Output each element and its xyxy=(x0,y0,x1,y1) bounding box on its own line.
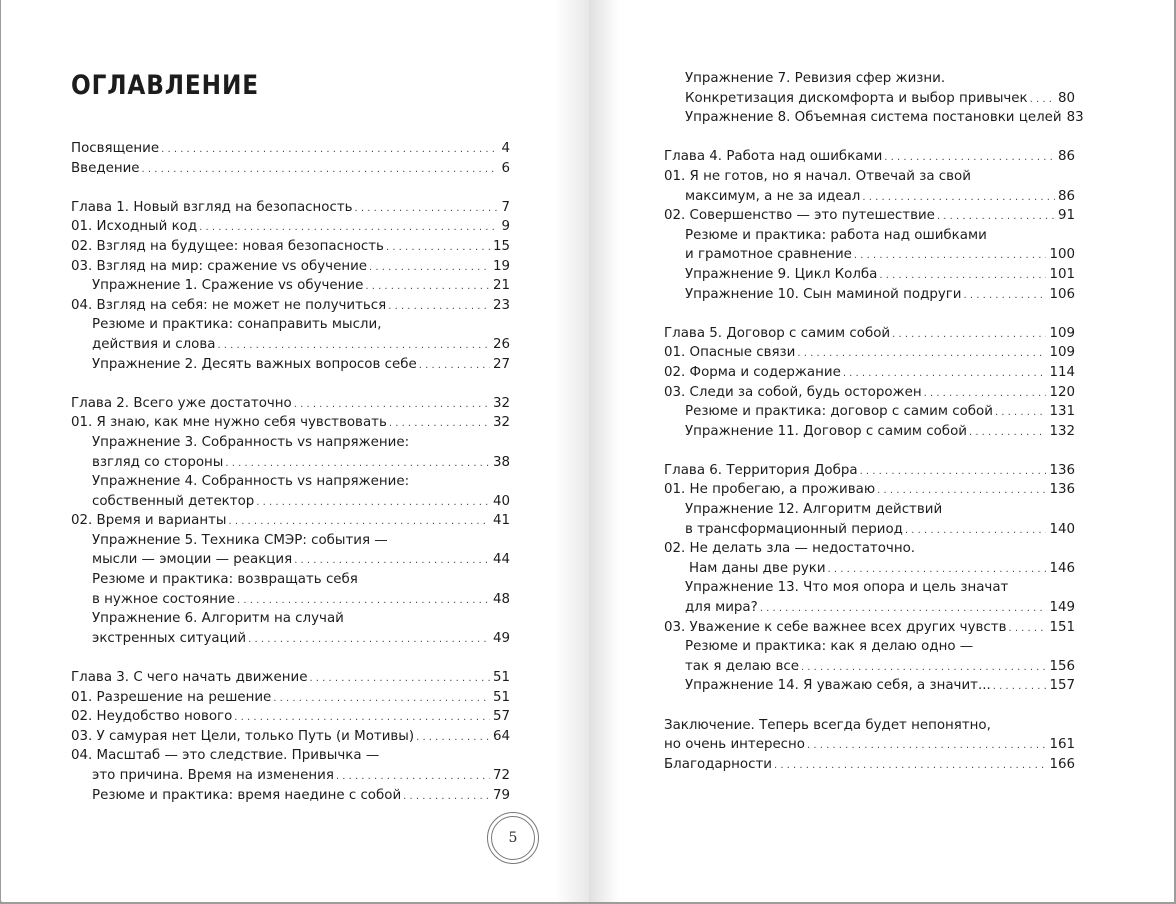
gutter-shadow xyxy=(589,0,619,902)
toc-entry xyxy=(71,276,510,296)
toc-entry xyxy=(664,735,1075,755)
toc-leader-dots xyxy=(801,657,1046,678)
toc-entry xyxy=(71,355,510,375)
toc-entry xyxy=(71,394,510,414)
toc-entry xyxy=(71,590,510,610)
toc-entry-page: 106 xyxy=(1049,286,1075,302)
toc-leader-dots xyxy=(937,206,1055,227)
toc-leader-dots xyxy=(774,755,1046,776)
toc-entry xyxy=(71,257,510,277)
toc-entry-title: максимум, а не за идеал xyxy=(685,188,861,204)
toc-entry xyxy=(664,637,1075,657)
left-page xyxy=(1,0,589,902)
toc-entry-title: Глава 4. Работа над ошибками xyxy=(664,149,883,165)
toc-entry-page: 32 xyxy=(492,415,510,431)
toc-leader-dots xyxy=(248,629,490,650)
toc-entry-title: в нужное состояние xyxy=(92,591,235,607)
toc-entry-page: 109 xyxy=(1049,325,1075,341)
toc-entry-title: экстренных ситуаций xyxy=(92,630,247,646)
toc-entry xyxy=(71,766,510,786)
toc-entry-title: Упражнение 12. Алгоритм действий xyxy=(685,502,943,518)
toc-entry xyxy=(71,668,510,688)
toc-entry xyxy=(664,226,1075,246)
toc-entry-page: 38 xyxy=(492,454,510,470)
toc-entry-title: Упражнение 4. Собранность vs напряжение: xyxy=(92,474,410,490)
toc-entry-title: 03. Следи за собой, будь осторожен xyxy=(664,384,922,400)
toc-entry xyxy=(664,598,1075,618)
toc-entry-title: но очень интересно xyxy=(664,737,805,753)
toc-entry xyxy=(664,500,1075,520)
toc-entry xyxy=(664,716,1075,736)
toc-entry-page: 91 xyxy=(1057,208,1075,224)
toc-entry-title: 02. Форма и содержание xyxy=(664,364,841,380)
toc-leader-dots xyxy=(1008,618,1046,639)
toc-entry xyxy=(664,167,1075,187)
toc-leader-dots xyxy=(828,559,1047,580)
toc-entry-title: и грамотное сравнение xyxy=(685,247,852,263)
toc-entry xyxy=(71,335,510,355)
toc-entry xyxy=(664,578,1075,598)
toc-entry-page: 131 xyxy=(1049,404,1075,420)
toc-entry-page: 49 xyxy=(492,630,510,646)
toc-entry xyxy=(71,707,510,727)
toc-entry-title: 01. Разрешение на решение xyxy=(71,689,272,705)
toc-leader-dots xyxy=(142,159,499,180)
toc-entry-page: 79 xyxy=(492,787,510,803)
toc-entry-title: взгляд со стороны xyxy=(92,454,224,470)
toc-entry-title: Резюме и практика: договор с самим собой xyxy=(685,404,993,420)
toc-entry xyxy=(664,422,1075,442)
toc-entry-title: Благодарности xyxy=(664,756,772,772)
toc-entry-page: 149 xyxy=(1049,600,1075,616)
toc-entry xyxy=(71,550,510,570)
toc-entry-title: Глава 5. Договор с самим собой xyxy=(664,325,891,341)
toc-leader-dots xyxy=(879,265,1046,286)
toc-entry-title: Упражнение 3. Собранность vs напряжение: xyxy=(92,434,410,450)
toc-entry xyxy=(664,520,1075,540)
toc-leader-dots xyxy=(386,237,490,258)
toc-entry xyxy=(71,296,510,316)
toc-entry xyxy=(664,343,1075,363)
toc-entry-page: 9 xyxy=(501,219,510,235)
toc-entry-page: 51 xyxy=(492,689,510,705)
toc-entry xyxy=(664,755,1075,775)
toc-entry-page: 48 xyxy=(492,591,510,607)
toc-entry-page: 114 xyxy=(1049,364,1075,380)
right-page xyxy=(589,0,1174,902)
toc-entry-page: 7 xyxy=(501,199,510,215)
toc-entry-page: 15 xyxy=(492,238,510,254)
toc-leader-dots xyxy=(365,276,490,297)
toc-entry-page: 146 xyxy=(1049,560,1075,576)
toc-leader-dots xyxy=(964,285,1047,306)
toc-entry-title: Упражнение 6. Алгоритм на случай xyxy=(92,611,344,627)
toc-leader-dots xyxy=(995,402,1046,423)
toc-entry-title: это причина. Время на изменения xyxy=(92,768,334,783)
toc-entry-title: 04. Масштаб — это следствие. Привычка — xyxy=(71,748,380,764)
toc-entry-page: 4 xyxy=(501,141,510,156)
toc-entry xyxy=(664,383,1075,403)
toc-entry xyxy=(71,746,510,766)
toc-entry-title: 02. Время и варианты xyxy=(71,513,227,529)
toc-entry xyxy=(71,511,510,531)
toc-leader-dots xyxy=(419,355,490,376)
toc-entry-title: Конкретизация дискомфорта и выбор привычек xyxy=(685,90,1028,106)
toc-leader-dots xyxy=(860,461,1047,482)
toc-leader-dots xyxy=(225,453,490,474)
toc-entry xyxy=(71,531,510,551)
toc-entry xyxy=(71,609,510,629)
toc-entry-page: 40 xyxy=(492,493,510,509)
toc-entry xyxy=(664,676,1075,696)
toc-entry-page: 86 xyxy=(1057,149,1075,165)
toc-entry xyxy=(71,433,510,453)
toc-leader-dots xyxy=(807,735,1046,756)
toc-entry-title: 01. Исходный код xyxy=(71,219,198,235)
toc-entry-title: Заключение. Теперь всегда будет непонятно, xyxy=(664,717,991,733)
toc-entry xyxy=(664,559,1075,579)
page-title: ОГЛАВЛЕНИЕ xyxy=(71,70,259,101)
toc-entry-title: действия и слова xyxy=(92,336,216,352)
toc-leader-dots xyxy=(884,147,1055,168)
toc-entry-title: 01. Не пробегаю, а проживаю xyxy=(664,482,876,498)
toc-leader-dots xyxy=(1030,89,1055,110)
toc-entry xyxy=(664,206,1075,226)
toc-entry-page: 86 xyxy=(1057,188,1075,204)
toc-entry-page: 21 xyxy=(492,278,510,294)
gutter-shadow xyxy=(555,0,589,902)
toc-entry-title: так я делаю все xyxy=(685,658,799,674)
toc-entry-page: 136 xyxy=(1049,462,1075,478)
toc-entry-page: 44 xyxy=(492,552,510,568)
toc-entry-title: Глава 2. Всего уже достаточно xyxy=(71,395,292,411)
toc-entry-title: Резюме и практика: возвращать себя xyxy=(92,572,358,588)
toc-entry-title: собственный детектор xyxy=(92,493,255,509)
toc-entry xyxy=(664,618,1075,638)
toc-entry xyxy=(71,472,510,492)
toc-entry xyxy=(664,657,1075,677)
toc-entry-title: Упражнение 5. Техника СМЭР: события — xyxy=(92,532,388,548)
toc-entry-title: Глава 6. Территория Добра xyxy=(664,462,858,478)
toc-entry xyxy=(71,492,510,512)
toc-entry xyxy=(71,727,510,747)
toc-entry-page: 27 xyxy=(492,356,510,372)
toc-leader-dots xyxy=(403,786,490,807)
toc-leader-dots xyxy=(217,335,490,356)
toc-entry-title: Нам даны две руки xyxy=(689,560,826,576)
toc-leader-dots xyxy=(388,296,490,317)
toc-entry-page: 161 xyxy=(1049,737,1075,753)
toc-entry-title: Резюме и практика: как я делаю одно — xyxy=(685,639,974,655)
toc-entry xyxy=(664,147,1075,167)
toc-entry-title: Резюме и практика: сонаправить мысли, xyxy=(92,317,382,333)
toc-entry-title: мысли — эмоции — реакция xyxy=(92,552,293,568)
toc-leader-dots xyxy=(237,590,490,611)
page-number: 5 xyxy=(491,816,535,860)
toc-leader-dots xyxy=(336,766,490,787)
toc-leader-dots xyxy=(969,422,1046,443)
toc-entry-title: Посвящение xyxy=(71,141,160,156)
toc-entry-page: 26 xyxy=(492,336,510,352)
toc-entry-title: Упражнение 1. Сражение vs обучение xyxy=(92,278,364,294)
toc-entry-page: 72 xyxy=(492,768,510,783)
toc-entry xyxy=(71,629,510,649)
toc-entry-page: 51 xyxy=(492,670,510,686)
toc-entry xyxy=(664,539,1075,559)
toc-entry-title: 02. Неудобство нового xyxy=(71,709,233,725)
toc-entry xyxy=(71,159,510,179)
toc-entry-title: 01. Я знаю, как мне нужно себя чувствовать xyxy=(71,415,387,431)
toc-leader-dots xyxy=(234,707,490,728)
toc-entry xyxy=(71,237,510,257)
toc-entry-title: Упражнение 7. Ревизия сфер жизни. xyxy=(685,71,946,86)
toc-entry xyxy=(71,688,510,708)
toc-entry xyxy=(664,402,1075,422)
toc-leader-dots xyxy=(892,324,1046,345)
toc-leader-dots xyxy=(877,480,1046,501)
toc-entry-title: Упражнение 9. Цикл Колба xyxy=(685,266,878,282)
toc-entry-title: Упражнение 13. Что моя опора и цель значат xyxy=(685,580,1009,596)
toc-entry-page: 156 xyxy=(1049,658,1075,674)
toc-entry-title: Упражнение 2. Десять важных вопросов себе xyxy=(92,356,417,372)
toc-entry-title: Упражнение 14. Я уважаю себя, а значит... xyxy=(685,678,991,694)
toc-entry xyxy=(664,363,1075,383)
toc-leader-dots xyxy=(416,727,490,748)
toc-entry-title: 03. Взгляд на мир: сражение vs обучение xyxy=(71,258,368,274)
toc-entry-page: 120 xyxy=(1049,384,1075,400)
toc-entry-page: 41 xyxy=(492,513,510,529)
toc-entry-page: 101 xyxy=(1049,266,1075,282)
toc-entry xyxy=(71,217,510,237)
toc-leader-dots xyxy=(905,520,1047,541)
toc-entry-title: 01. Я не готов, но я начал. Отвечай за свой xyxy=(664,168,971,184)
toc-entry-page: 6 xyxy=(501,160,510,176)
toc-entry xyxy=(71,315,510,335)
toc-entry-title: Упражнение 8. Объемная система постановки целей xyxy=(685,110,1062,126)
page-number-badge xyxy=(487,812,539,864)
toc-entry xyxy=(71,570,510,590)
toc-entry-page: 132 xyxy=(1049,423,1075,439)
toc-entry-title: 03. Уважение к себе важнее всех других чувств xyxy=(664,619,1007,635)
toc-entry-page: 80 xyxy=(1057,90,1075,106)
toc-leader-dots xyxy=(389,413,490,434)
toc-entry-page: 100 xyxy=(1049,247,1075,263)
toc-entry-title: 04. Взгляд на себя: не может не получиться xyxy=(71,297,387,313)
toc-entry xyxy=(664,285,1075,305)
toc-leader-dots xyxy=(199,217,498,238)
toc-leader-dots xyxy=(993,676,1047,697)
toc-entry xyxy=(71,786,510,806)
toc-entry-title: 02. Не делать зла — недостаточно. xyxy=(664,541,916,557)
toc-leader-dots xyxy=(355,198,499,219)
toc-leader-dots xyxy=(273,688,490,709)
toc-leader-dots xyxy=(369,257,490,278)
toc-entry-title: Введение xyxy=(71,160,140,176)
toc-entry-title: 02. Совершенство — это путешествие xyxy=(664,208,935,224)
toc-entry-title: Глава 3. С чего начать движение xyxy=(71,670,308,686)
toc-leader-dots xyxy=(797,343,1046,364)
toc-entry-page: 23 xyxy=(492,297,510,313)
toc-entry-page: 19 xyxy=(492,258,510,274)
toc-list xyxy=(664,69,1084,774)
toc-entry xyxy=(71,453,510,473)
toc-entry-page: 140 xyxy=(1049,521,1075,537)
toc-entry xyxy=(71,198,510,218)
toc-entry xyxy=(664,324,1075,344)
toc-entry xyxy=(664,265,1075,285)
toc-entry xyxy=(71,413,510,433)
toc-entry-page: 166 xyxy=(1049,756,1075,772)
toc-entry xyxy=(71,139,510,159)
toc-entry-page: 109 xyxy=(1049,345,1075,361)
toc-leader-dots xyxy=(161,139,498,160)
toc-entry xyxy=(664,69,1075,89)
toc-entry-title: Глава 1. Новый взгляд на безопасность xyxy=(71,199,353,215)
toc-leader-dots xyxy=(862,187,1055,208)
toc-entry xyxy=(664,187,1075,207)
toc-entry-title: в трансформационный период xyxy=(685,521,903,537)
toc-entry-page: 136 xyxy=(1049,482,1075,498)
toc-leader-dots xyxy=(294,394,490,415)
toc-leader-dots xyxy=(228,511,489,532)
toc-leader-dots xyxy=(843,363,1047,384)
toc-leader-dots xyxy=(294,550,490,571)
toc-entry xyxy=(664,108,1084,128)
toc-entry-title: 01. Опасные связи xyxy=(664,345,796,361)
toc-entry-page: 83 xyxy=(1066,110,1084,126)
toc-entry-title: Упражнение 11. Договор с самим собой xyxy=(685,423,967,439)
toc-leader-dots xyxy=(309,668,490,689)
toc-entry-title: Резюме и практика: время наедине с собой xyxy=(92,787,402,803)
toc-entry-page: 32 xyxy=(492,395,510,411)
toc-entry-page: 157 xyxy=(1049,678,1075,694)
toc-leader-dots xyxy=(256,492,490,513)
toc-entry-title: Резюме и практика: работа над ошибками xyxy=(685,227,987,243)
toc-entry xyxy=(664,461,1075,481)
toc-entry-page: 57 xyxy=(492,709,510,725)
toc-list xyxy=(71,139,510,805)
toc-entry-page: 151 xyxy=(1049,619,1075,635)
toc-entry xyxy=(664,245,1075,265)
toc-leader-dots xyxy=(854,245,1047,266)
toc-entry-title: для мира? xyxy=(685,600,758,616)
toc-leader-dots xyxy=(924,383,1047,404)
toc-entry-title: Упражнение 10. Сын маминой подруги xyxy=(685,286,962,302)
toc-leader-dots xyxy=(760,598,1047,619)
toc-entry xyxy=(664,480,1075,500)
toc-entry-page: 64 xyxy=(492,728,510,744)
toc-entry-title: 02. Взгляд на будущее: новая безопасность xyxy=(71,238,384,254)
toc-entry xyxy=(664,89,1075,109)
toc-entry-title: 03. У самурая нет Цели, только Путь (и Мотивы) xyxy=(71,728,415,744)
